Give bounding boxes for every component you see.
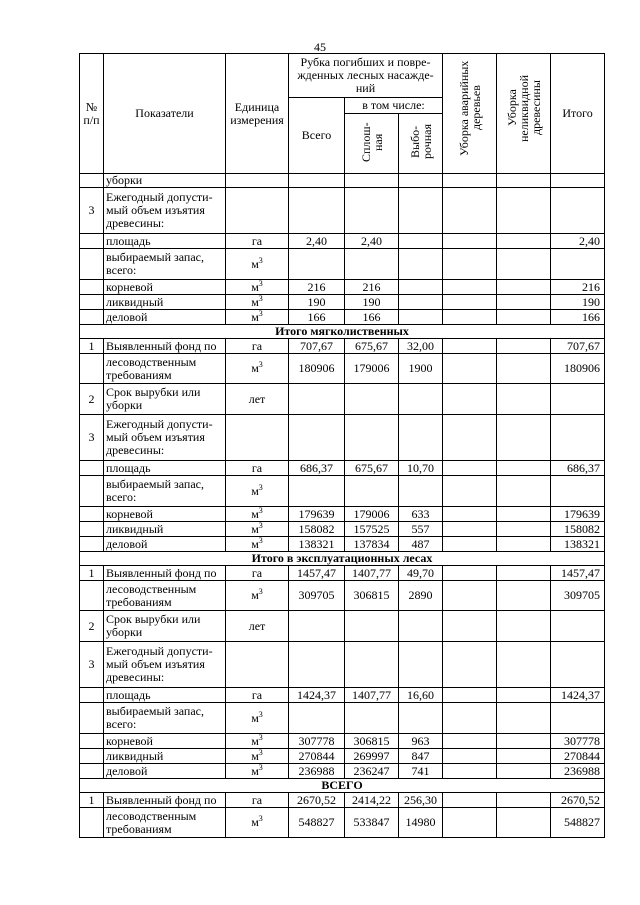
cell-itogo (551, 384, 605, 415)
cell-emergency (443, 566, 497, 581)
cell-selective (399, 234, 443, 249)
cell-unit (226, 188, 289, 234)
table-row (80, 249, 605, 280)
cell-total: 138321 (289, 537, 345, 552)
cell-total: 270844 (289, 749, 345, 764)
cell-itogo (551, 703, 605, 734)
cell-total (289, 415, 345, 461)
cell-itogo (551, 611, 605, 642)
cell-nonliquid (497, 174, 551, 188)
table-row (80, 310, 605, 325)
cell-num: 1 (80, 566, 104, 581)
cell-total: 1457,47 (289, 566, 345, 581)
cell-num (80, 688, 104, 703)
cell-selective: 10,70 (399, 461, 443, 476)
cell-nonliquid (497, 310, 551, 325)
cell-label: Выявленный фонд по (104, 339, 226, 354)
cell-clear (345, 249, 399, 280)
cell-unit: $м^3$ (226, 703, 289, 734)
table-row (80, 354, 605, 384)
cell-num (80, 354, 104, 384)
cell-unit: $м^3$ (226, 537, 289, 552)
cell-unit: га (226, 688, 289, 703)
cell-total: 686,37 (289, 461, 345, 476)
cell-total (289, 642, 345, 688)
cell-itogo (551, 188, 605, 234)
table-row (80, 188, 605, 234)
table-row (80, 384, 605, 415)
cell-num (80, 234, 104, 249)
cell-unit: $м^3$ (226, 507, 289, 522)
cell-selective (399, 703, 443, 734)
cell-label: уборки (104, 174, 226, 188)
cell-num (80, 522, 104, 537)
cell-num (80, 808, 104, 838)
cell-num: 3 (80, 415, 104, 461)
cell-num (80, 174, 104, 188)
cell-selective (399, 280, 443, 295)
cell-emergency (443, 234, 497, 249)
cell-unit: $м^3$ (226, 310, 289, 325)
cell-emergency (443, 384, 497, 415)
cell-unit: лет (226, 384, 289, 415)
cell-itogo: 216 (551, 280, 605, 295)
cell-itogo: 1424,37 (551, 688, 605, 703)
cell-label: площадь (104, 461, 226, 476)
cell-num: 2 (80, 384, 104, 415)
cell-nonliquid (497, 234, 551, 249)
cell-nonliquid (497, 793, 551, 808)
cell-label: лесоводственным требованиям (104, 808, 226, 838)
cell-itogo (551, 476, 605, 507)
cell-clear: 2,40 (345, 234, 399, 249)
cell-emergency (443, 734, 497, 749)
table-row (80, 537, 605, 552)
cell-total (289, 476, 345, 507)
cell-unit: $м^3$ (226, 749, 289, 764)
cell-emergency (443, 581, 497, 611)
cell-selective (399, 611, 443, 642)
table-row (80, 793, 605, 808)
cell-emergency (443, 808, 497, 838)
cell-selective: 16,60 (399, 688, 443, 703)
cell-unit: га (226, 566, 289, 581)
cell-itogo: 138321 (551, 537, 605, 552)
cell-unit: $м^3$ (226, 295, 289, 310)
cell-selective (399, 249, 443, 280)
table-row (80, 642, 605, 688)
cell-clear: 216 (345, 280, 399, 295)
cell-num (80, 280, 104, 295)
table-row (80, 764, 605, 779)
cell-clear: 2414,22 (345, 793, 399, 808)
cell-label: ликвидный (104, 295, 226, 310)
cell-total: 1424,37 (289, 688, 345, 703)
cell-total: 180906 (289, 354, 345, 384)
cell-num: 3 (80, 188, 104, 234)
cell-selective: 963 (399, 734, 443, 749)
cell-num (80, 537, 104, 552)
cell-selective: 557 (399, 522, 443, 537)
cell-selective: 14980 (399, 808, 443, 838)
cell-emergency (443, 749, 497, 764)
cell-total (289, 703, 345, 734)
cell-clear (345, 384, 399, 415)
cell-nonliquid (497, 354, 551, 384)
table-row (80, 703, 605, 734)
cell-emergency (443, 793, 497, 808)
cell-num: 2 (80, 611, 104, 642)
cell-clear: 179006 (345, 507, 399, 522)
cell-nonliquid (497, 384, 551, 415)
cell-clear: 306815 (345, 581, 399, 611)
cell-emergency (443, 764, 497, 779)
forest-logging-table (79, 53, 605, 838)
cell-label: деловой (104, 310, 226, 325)
cell-nonliquid (497, 688, 551, 703)
cell-nonliquid (497, 188, 551, 234)
cell-total (289, 174, 345, 188)
cell-itogo: 2670,52 (551, 793, 605, 808)
cell-nonliquid (497, 249, 551, 280)
cell-selective: 2890 (399, 581, 443, 611)
cell-num: 3 (80, 642, 104, 688)
cell-selective: 49,70 (399, 566, 443, 581)
cell-label: деловой (104, 537, 226, 552)
cell-clear: 236247 (345, 764, 399, 779)
cell-unit: га (226, 793, 289, 808)
cell-emergency (443, 280, 497, 295)
cell-selective (399, 310, 443, 325)
cell-clear: 166 (345, 310, 399, 325)
cell-unit: $м^3$ (226, 249, 289, 280)
cell-num (80, 295, 104, 310)
cell-label: лесоводственным требованиям (104, 581, 226, 611)
cell-nonliquid (497, 808, 551, 838)
cell-clear: 190 (345, 295, 399, 310)
cell-total: 236988 (289, 764, 345, 779)
section-heading: Итого в эксплуатационных лесах (80, 552, 605, 566)
cell-emergency (443, 415, 497, 461)
cell-label: выбираемый запас, всего: (104, 703, 226, 734)
header-unit: Единица измерения (226, 54, 289, 174)
cell-itogo (551, 174, 605, 188)
cell-nonliquid (497, 537, 551, 552)
cell-clear (345, 188, 399, 234)
cell-itogo: 179639 (551, 507, 605, 522)
cell-num (80, 507, 104, 522)
cell-total: 190 (289, 295, 345, 310)
cell-selective (399, 415, 443, 461)
cell-unit: $м^3$ (226, 522, 289, 537)
cell-emergency (443, 354, 497, 384)
cell-nonliquid (497, 642, 551, 688)
cell-label: Ежегодный допусти- мый объем изъятия древесины: (104, 642, 226, 688)
cell-label: Срок вырубки или уборки (104, 611, 226, 642)
cell-num (80, 461, 104, 476)
cell-itogo: 686,37 (551, 461, 605, 476)
cell-nonliquid (497, 507, 551, 522)
cell-selective: 741 (399, 764, 443, 779)
table-body (80, 174, 605, 838)
header-grand-total: Итого (551, 54, 605, 174)
cell-itogo: 309705 (551, 581, 605, 611)
header-including: в том числе: (345, 98, 443, 114)
cell-clear: 1407,77 (345, 688, 399, 703)
section-heading: Итого мягколиственных (80, 325, 605, 339)
cell-unit: $м^3$ (226, 808, 289, 838)
cell-unit (226, 174, 289, 188)
cell-nonliquid (497, 749, 551, 764)
cell-total: 2670,52 (289, 793, 345, 808)
cell-num: 1 (80, 793, 104, 808)
cell-unit: га (226, 234, 289, 249)
cell-label: деловой (104, 764, 226, 779)
table-row (80, 734, 605, 749)
cell-unit (226, 415, 289, 461)
cell-itogo: 548827 (551, 808, 605, 838)
header-total-col: Всего (289, 98, 345, 174)
header-emergency: Уборка аварийных деревьев (443, 54, 497, 174)
cell-emergency (443, 537, 497, 552)
table-row (80, 461, 605, 476)
cell-unit: $м^3$ (226, 476, 289, 507)
cell-total: 548827 (289, 808, 345, 838)
cell-num (80, 703, 104, 734)
cell-clear: 675,67 (345, 339, 399, 354)
cell-clear: 533847 (345, 808, 399, 838)
header-selective: Выбо- рочная (399, 114, 443, 174)
cell-nonliquid (497, 764, 551, 779)
cell-unit: га (226, 461, 289, 476)
cell-total: 707,67 (289, 339, 345, 354)
cell-num (80, 749, 104, 764)
cell-num (80, 764, 104, 779)
page-number: 45 (314, 40, 326, 54)
section-heading-row (80, 325, 605, 339)
cell-emergency (443, 295, 497, 310)
cell-nonliquid (497, 734, 551, 749)
cell-num: 1 (80, 339, 104, 354)
table-row (80, 339, 605, 354)
cell-nonliquid (497, 581, 551, 611)
cell-itogo: 236988 (551, 764, 605, 779)
cell-clear: 1407,77 (345, 566, 399, 581)
table-row (80, 749, 605, 764)
cell-label: выбираемый запас, всего: (104, 249, 226, 280)
cell-nonliquid (497, 611, 551, 642)
cell-label: выбираемый запас, всего: (104, 476, 226, 507)
cell-selective: 256,30 (399, 793, 443, 808)
cell-total: 307778 (289, 734, 345, 749)
cell-emergency (443, 522, 497, 537)
cell-num (80, 734, 104, 749)
cell-clear (345, 476, 399, 507)
cell-total (289, 384, 345, 415)
cell-selective (399, 174, 443, 188)
cell-clear (345, 611, 399, 642)
cell-nonliquid (497, 522, 551, 537)
table-row (80, 581, 605, 611)
cell-unit: $м^3$ (226, 354, 289, 384)
cell-selective: 487 (399, 537, 443, 552)
cell-num (80, 249, 104, 280)
cell-label: Выявленный фонд по (104, 793, 226, 808)
cell-emergency (443, 703, 497, 734)
section-heading-row (80, 552, 605, 566)
table-row (80, 174, 605, 188)
cell-label: ликвидный (104, 749, 226, 764)
cell-label: лесоводственным требованиям (104, 354, 226, 384)
cell-clear (345, 174, 399, 188)
cell-num (80, 581, 104, 611)
cell-label: Ежегодный допусти- мый объем изъятия древесины: (104, 415, 226, 461)
cell-itogo: 1457,47 (551, 566, 605, 581)
cell-nonliquid (497, 280, 551, 295)
cell-clear (345, 703, 399, 734)
cell-total: 216 (289, 280, 345, 295)
cell-label: площадь (104, 234, 226, 249)
cell-emergency (443, 310, 497, 325)
cell-selective: 633 (399, 507, 443, 522)
cell-emergency (443, 611, 497, 642)
cell-selective: 32,00 (399, 339, 443, 354)
forest-logging-table-container (79, 53, 605, 838)
cell-itogo (551, 415, 605, 461)
header-nonliquid: Уборка неликвидной древесины (497, 54, 551, 174)
cell-itogo (551, 249, 605, 280)
cell-label: Выявленный фонд по (104, 566, 226, 581)
cell-selective: 847 (399, 749, 443, 764)
cell-clear: 306815 (345, 734, 399, 749)
cell-selective (399, 642, 443, 688)
cell-unit: $м^3$ (226, 581, 289, 611)
cell-label: корневой (104, 507, 226, 522)
cell-itogo (551, 642, 605, 688)
cell-num (80, 476, 104, 507)
cell-total: 158082 (289, 522, 345, 537)
cell-total: 179639 (289, 507, 345, 522)
table-row (80, 234, 605, 249)
cell-unit: лет (226, 611, 289, 642)
cell-label: корневой (104, 734, 226, 749)
cell-emergency (443, 461, 497, 476)
cell-label: Срок вырубки или уборки (104, 384, 226, 415)
cell-emergency (443, 174, 497, 188)
cell-selective (399, 476, 443, 507)
cell-emergency (443, 476, 497, 507)
cell-nonliquid (497, 339, 551, 354)
cell-emergency (443, 249, 497, 280)
cell-unit: $м^3$ (226, 764, 289, 779)
table-header (80, 54, 605, 174)
cell-nonliquid (497, 476, 551, 507)
cell-total: 2,40 (289, 234, 345, 249)
cell-total (289, 188, 345, 234)
cell-nonliquid (497, 703, 551, 734)
cell-selective (399, 188, 443, 234)
cell-total: 166 (289, 310, 345, 325)
table-row (80, 522, 605, 537)
table-row (80, 507, 605, 522)
cell-clear: 179006 (345, 354, 399, 384)
cell-nonliquid (497, 415, 551, 461)
cell-clear (345, 642, 399, 688)
cell-nonliquid (497, 566, 551, 581)
cell-emergency (443, 642, 497, 688)
cell-clear: 157525 (345, 522, 399, 537)
cell-label: корневой (104, 280, 226, 295)
cell-clear: 137834 (345, 537, 399, 552)
cell-unit: $м^3$ (226, 734, 289, 749)
cell-selective (399, 384, 443, 415)
cell-selective: 1900 (399, 354, 443, 384)
cell-unit: га (226, 339, 289, 354)
cell-itogo: 270844 (551, 749, 605, 764)
table-row (80, 611, 605, 642)
section-heading-row (80, 779, 605, 793)
cell-itogo: 2,40 (551, 234, 605, 249)
cell-label: площадь (104, 688, 226, 703)
header-clear: Сплош- ная (345, 114, 399, 174)
cell-total (289, 611, 345, 642)
cell-clear (345, 415, 399, 461)
cell-num (80, 310, 104, 325)
cell-clear: 675,67 (345, 461, 399, 476)
cell-total: 309705 (289, 581, 345, 611)
cell-selective (399, 295, 443, 310)
cell-emergency (443, 188, 497, 234)
table-row (80, 280, 605, 295)
table-row (80, 566, 605, 581)
cell-label: Ежегодный допусти- мый объем изъятия древесины: (104, 188, 226, 234)
header-num: № п/п (80, 54, 104, 174)
cell-nonliquid (497, 295, 551, 310)
cell-itogo: 158082 (551, 522, 605, 537)
cell-itogo: 166 (551, 310, 605, 325)
cell-emergency (443, 688, 497, 703)
header-logging-group: Рубка погибших и повре- жденных лесных насажде- ний (289, 54, 443, 98)
cell-unit: $м^3$ (226, 280, 289, 295)
table-row (80, 476, 605, 507)
header-indicators: Показатели (104, 54, 226, 174)
table-row (80, 295, 605, 310)
cell-itogo: 190 (551, 295, 605, 310)
cell-emergency (443, 339, 497, 354)
cell-emergency (443, 507, 497, 522)
cell-label: ликвидный (104, 522, 226, 537)
cell-itogo: 307778 (551, 734, 605, 749)
table-row (80, 688, 605, 703)
cell-clear: 269997 (345, 749, 399, 764)
table-row (80, 808, 605, 838)
section-heading: ВСЕГО (80, 779, 605, 793)
cell-total (289, 249, 345, 280)
table-row (80, 415, 605, 461)
cell-itogo: 707,67 (551, 339, 605, 354)
cell-nonliquid (497, 461, 551, 476)
cell-unit (226, 642, 289, 688)
cell-itogo: 180906 (551, 354, 605, 384)
